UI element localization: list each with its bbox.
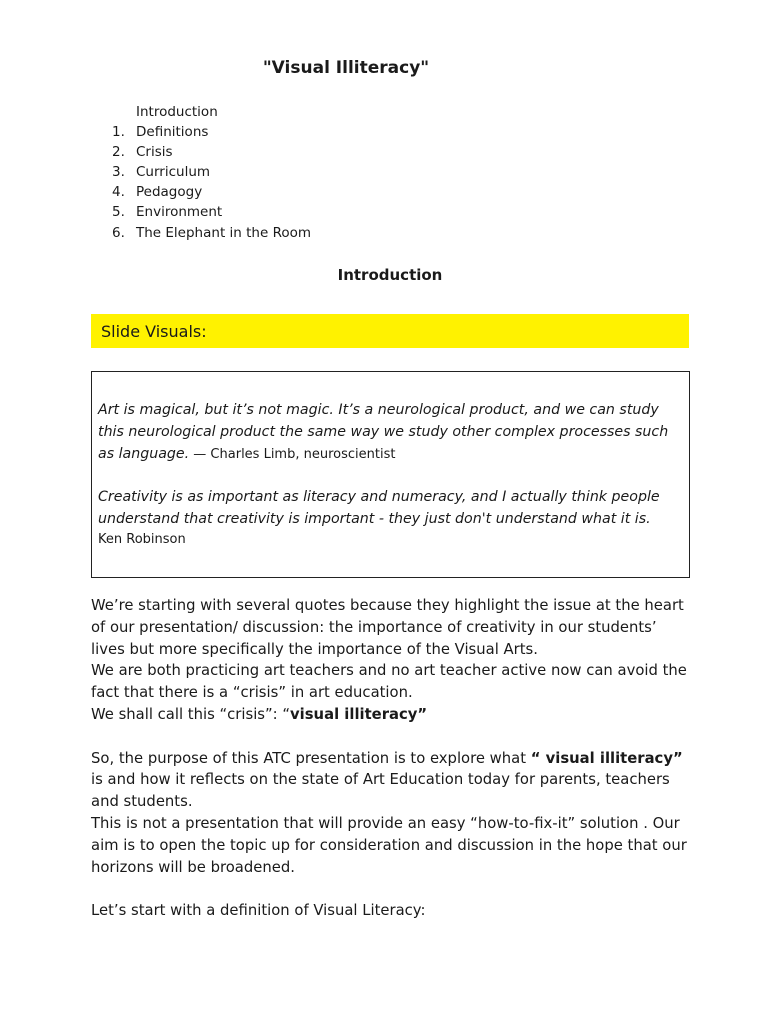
toc-item (100, 142, 311, 162)
section-heading: Introduction (337, 266, 443, 284)
toc-item-label: Definitions (136, 124, 209, 141)
paragraph: This is not a presentation that will provide an easy “how-to-fix-it” solution . Our aim is to open the topic up for consideration and discussion in the hope that our horizons will be broadened. (91, 814, 687, 876)
paragraph: So, the purpose of this ATC presentation is to explore what “ visual illiteracy” is and how it reflects on the state of Art Education today for parents, teachers and students. (91, 749, 683, 811)
quote-text: Creativity is as important as literacy and numeracy, and I actually think people understand that creativity is important - they just don't understand what it is. (98, 488, 660, 527)
toc-intro (100, 102, 311, 122)
toc-item-label: Curriculum (136, 164, 211, 181)
paragraph: We shall call this “crisis”: “visual illiteracy” (91, 705, 428, 723)
paragraph: We’re starting with several quotes because they highlight the issue at the heart of our presentation/ discussion: the importance of creativity in our students’ lives but more specifically the importance of the Visual Arts. (91, 597, 684, 658)
slide-visuals-label: Slide Visuals: (101, 321, 207, 341)
toc-item (100, 223, 311, 243)
toc-item (100, 202, 311, 222)
toc-item (100, 182, 311, 202)
toc-item-number: 5. (112, 204, 125, 221)
slide-visuals-highlight (91, 314, 689, 348)
bold-term: “ visual illiteracy” (530, 749, 683, 767)
toc-intro-label: Introduction (136, 104, 218, 120)
toc-item-number: 2. (112, 144, 125, 161)
toc-item-label: The Elephant in the Room (136, 224, 312, 241)
quote-author: Ken Robinson (98, 532, 186, 548)
quote-author: — Charles Limb, neuroscientist (189, 446, 396, 462)
toc-item-label: Environment (136, 204, 223, 221)
toc-item-number: 6. (112, 224, 125, 241)
bold-term: visual illiteracy” (290, 705, 428, 723)
paragraph: We are both practicing art teachers and no art teacher active now can avoid the fact that there is a “crisis” in art education. (91, 662, 687, 702)
toc-item (100, 122, 311, 142)
toc-item-label: Pedagogy (136, 184, 203, 201)
toc-item-number: 1. (112, 124, 125, 141)
quote (98, 400, 683, 465)
paragraph: Let’s start with a definition of Visual Literacy: (91, 902, 426, 920)
body-text (91, 595, 691, 922)
toc-item (100, 162, 311, 182)
toc-item-number: 4. (112, 184, 125, 201)
document-title: "Visual Illiteracy" (262, 58, 430, 78)
quote-text: Art is magical, but it’s not magic. It’s a neurological product, and we can study this neurological product the same way we study other complex processes such as language. (98, 402, 669, 462)
toc-item-number: 3. (112, 164, 125, 181)
table-of-contents (100, 102, 311, 243)
toc-item-label: Crisis (136, 144, 173, 161)
quote (98, 487, 683, 551)
quote-box (91, 371, 690, 578)
